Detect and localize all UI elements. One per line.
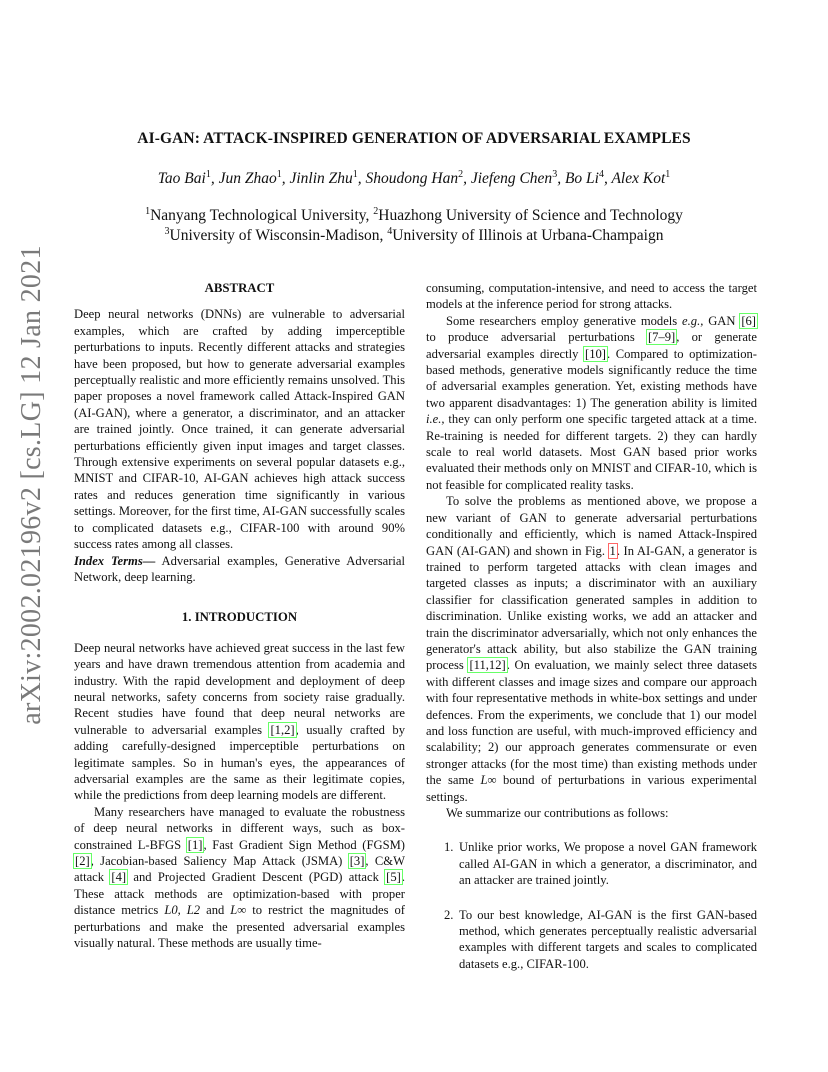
list-item: 2. To our best knowledge, AI-GAN is the first GAN-based method, which generates perceptually realistic adversarial examples with different targets and scales to complicated datasets e.g., CIFAR-100. bbox=[444, 907, 757, 971]
citation-link[interactable]: [10] bbox=[585, 346, 606, 361]
author: Tao Bai bbox=[157, 170, 206, 188]
intro-paragraph-1: Deep neural networks have achieved great success in the last few years and have drawn tremendous attention from academia and industry. With the rapid development and deployment of deep neural networks, safety concerns from society raise gradually. Recent studies have found that deep neural networks are vulnerable to adversarial examples [1,2], usually crafted by adding carefully-designed imperceptible perturbations on legitimate samples. So in human's eyes, the appearances of adversarial examples are the same as their legitimate copies, while the predictions from deep learning models are different. bbox=[74, 640, 405, 803]
author: Alex Kot bbox=[611, 170, 666, 188]
abstract-text: Deep neural networks (DNNs) are vulnerable to adversarial examples, which are crafted by adding imperceptible perturbations to inputs. Recently different attacks and strategies have been proposed, but how to generate adversarial examples perceptually realistic and more efficiently remains unsolved. This paper proposes a novel framework called Attack-Inspired GAN (AI-GAN), where a generator, a discriminator, and an attacker are trained jointly. Once trained, it can generate adversarial perturbations efficiently given input images and target classes. Through extensive experiments on several popular datasets e.g., MNIST and CIFAR-10, AI-GAN achieves high attack success rates and reduces generation time significantly in various settings. Moreover, for the first time, AI-GAN successfully scales to complicated datasets e.g., CIFAR-100 with around 90% success rates among all classes. bbox=[74, 307, 405, 552]
author: Bo Li bbox=[564, 170, 599, 188]
intro-paragraph-5: We summarize our contributions as follows: bbox=[446, 806, 669, 820]
citation-link[interactable]: [11,12] bbox=[469, 658, 506, 673]
citation-link[interactable]: [1,2] bbox=[270, 722, 295, 737]
citation-link[interactable]: [1] bbox=[187, 837, 203, 852]
author-list: Tao Bai$^1$, Jun Zhao$^1$, Jinlin Zhu$^1$, Shoudong Han$^2$, Jiefeng Chen$^3$, Bo Li$^4$, Alex Kot$^1$ bbox=[157, 169, 671, 188]
section-heading-introduction: 1. INTRODUCTION bbox=[181, 610, 298, 625]
left-column bbox=[74, 280, 405, 951]
abstract-heading: ABSTRACT bbox=[204, 281, 275, 295]
author: Jun Zhao bbox=[218, 170, 277, 188]
citation-link[interactable]: [3] bbox=[349, 854, 365, 868]
arxiv-id: arXiv:2002.02196v2 [cs.LG] 12 Jan 2021 bbox=[16, 245, 47, 725]
intro-paragraph-2-continued: consuming, computation-intensive, and need to access the target models at the inference period for strong attacks. bbox=[426, 281, 757, 312]
citation-link[interactable]: [6] bbox=[741, 313, 756, 328]
index-terms: Index Terms— Adversarial examples, Generative Adversarial Network, deep learning. bbox=[74, 553, 406, 584]
author: Jinlin Zhu bbox=[289, 170, 353, 188]
citation-link[interactable]: [4] bbox=[111, 870, 127, 885]
arxiv-sidebar-stamp bbox=[2, 245, 62, 725]
citation-link[interactable]: [2] bbox=[75, 854, 90, 868]
right-column bbox=[426, 280, 757, 972]
list-item: 1. Unlike prior works, We propose a novel GAN framework called AI-GAN in which a generator, a discriminator, and an attacker are trained jointly. bbox=[444, 840, 757, 888]
citation-link[interactable]: [7–9] bbox=[647, 330, 676, 345]
intro-paragraph-2: Many researchers have managed to evaluate the robustness of deep neural networks in different ways, such as box-constrained L-BFGS [1], Fast Gradient Sign Method (FGSM) [2], Jacobian-based Saliency Map Attack (JSMA) [3], C&W attack [4] and Projected Gradient Descent (PGD) attack [5]. These attack methods are optimization-based with proper distance metrics L0, L2 and L∞ to restrict the magnitudes of perturbations and make the presented adversarial examples visually natural. These methods are usually time- bbox=[74, 804, 406, 951]
paper-title: AI-GAN: ATTACK-INSPIRED GENERATION OF ADVERSARIAL EXAMPLES bbox=[137, 130, 691, 147]
author: Jiefeng Chen bbox=[470, 170, 553, 188]
intro-paragraph-3: Some researchers employ generative models e.g., GAN [6] to produce adversarial perturbations [7–9], or generate adversarial examples directly [10]. Compared to optimization-based methods, generative models significantly reduce the time of adversarial examples generation. Yet, existing methods have two apparent disadvantages: 1) The generation ability is limited i.e., they can only perform one specific targeted attack at a time. Re-training is needed for different targets. 2) they can hardly scale to real world datasets. Most GAN based prior works evaluated their methods only on MNIST and CIFAR-10, which is not feasible for complicated reality tasks. bbox=[426, 313, 757, 492]
contribution-list bbox=[426, 839, 757, 972]
affiliation-line-2: $^3$University of Wisconsin-Madison, $^4$University of Illinois at Urbana-Champaign bbox=[164, 226, 664, 245]
intro-paragraph-4: To solve the problems as mentioned above, we propose a new variant of GAN to generate adversarial perturbations conditionally and efficiently, which is named Attack-Inspired GAN (AI-GAN) and shown in Fig. 1. In AI-GAN, a generator is trained to perform targeted attacks with clean images and targeted classes as inputs; a discriminator with an auxiliary classifier for classification generated samples in addition to discrimination. Unlike existing works, we add an attacker and train the discriminator adversarially, which not only enhances the generator's attack ability, but also stabilize the GAN training process [11,12]. On evaluation, we mainly select three datasets with different classes and image sizes and compare our approach with four representative methods in white-box settings and under defences. From the experiments, we conclude that 1) our model and loss function are useful, with much-improved efficiency and scalability; 2) our approach generates commensurate or even stronger attacks (for the most time) than existing methods under the same L∞ bound of perturbations in various experimental settings. bbox=[426, 494, 758, 804]
affiliation-line-1: $^1$Nanyang Technological University, $^2$Huazhong University of Science and Technology bbox=[145, 206, 683, 225]
citation-link[interactable]: [5] bbox=[386, 870, 401, 885]
figure-link[interactable]: 1 bbox=[609, 543, 616, 558]
author: Shoudong Han bbox=[365, 170, 459, 188]
